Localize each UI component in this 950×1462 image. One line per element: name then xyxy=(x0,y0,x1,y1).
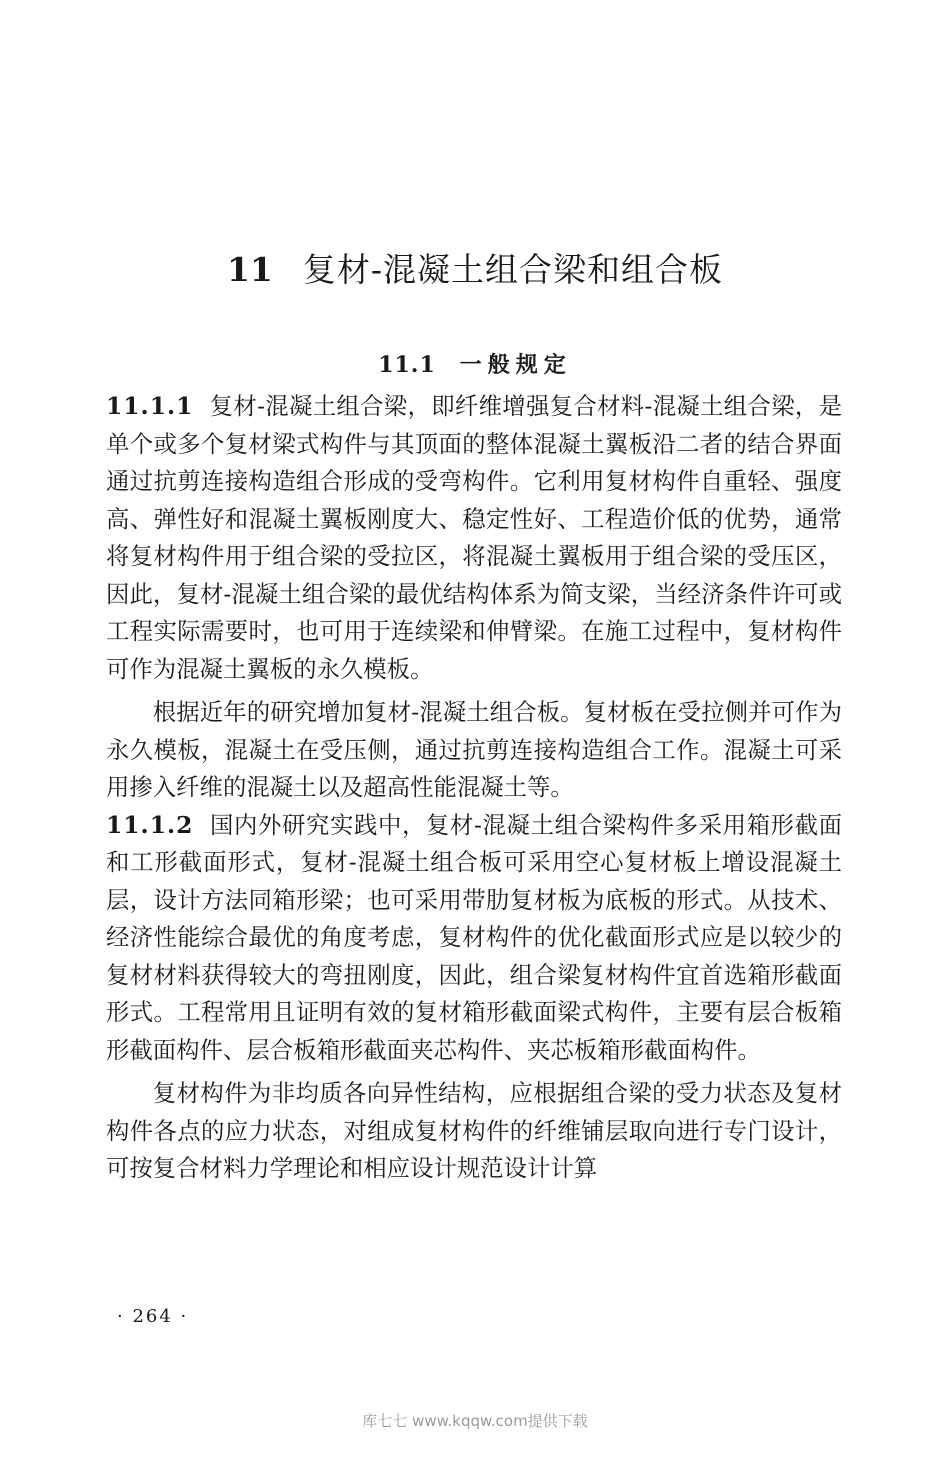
section-title xyxy=(0,348,950,379)
clause-number: 11.1.1 xyxy=(106,392,194,420)
paragraph: 复材构件为非均质各向异性结构，应根据组合梁的受力状态及复材构件各点的应力状态，对组成复材构件的纤维铺层取向进行专门设计，可按复合材料力学理论和相应设计规范设计计算 xyxy=(106,1079,842,1182)
clause-paragraph xyxy=(106,807,842,1070)
section-number: 11.1 xyxy=(378,352,436,379)
clause-number: 11.1.2 xyxy=(106,810,194,839)
chapter-title-text: 复材-混凝土组合梁和组合板 xyxy=(302,250,724,290)
footer-watermark: 库七七 www.kqqw.com提供下载 xyxy=(362,1412,588,1430)
clause-paragraph xyxy=(106,388,842,688)
body-text xyxy=(106,388,842,1188)
clause-text: 国内外研究实践中，复材-混凝土组合梁构件多采用箱形截面和工形截面形式，复材-混凝土组合板可采用空心复材板上增设混凝土层，设计方法同箱形梁；也可采用带肋复材板为底板的形式。从技术、经济性能综合最优的角度考虑，复材构件的优化截面形式应是以较少的复材材料获得较大的弯扭刚度，因此，组合梁复材构件宜首选箱形截面形式。工程常用且证明有效的复材箱形截面梁式构件，主要有层合板箱形截面构件、层合板箱形截面夹芯构件、夹芯板箱形截面构件。 xyxy=(106,810,842,1064)
clause-text: 复材-混凝土组合梁，即纤维增强复合材料-混凝土组合梁，是单个或多个复材梁式构件与其顶面的整体混凝土翼板沿二者的结合界面通过抗剪连接构造组合形成的受弯构件。它利用复材构件自重轻、强度高、弹性好和混凝土翼板刚度大、稳定性好、工程造价低的优势，通常将复材构件用于组合梁的受拉区，将混凝土翼板用于组合梁的受压区，因此，复材-混凝土组合梁的最优结构体系为简支梁，当经济条件许可或工程实际需要时，也可用于连续梁和伸臂梁。在施工过程中，复材构件可作为混凝土翼板的永久模板。 xyxy=(106,392,842,683)
chapter-number: 11 xyxy=(226,250,273,290)
paragraph: 根据近年的研究增加复材-混凝土组合板。复材板在受拉侧并可作为永久模板，混凝土在受压侧，通过抗剪连接构造组合工作。混凝土可采用掺入纤维的混凝土以及超高性能混凝土等。 xyxy=(106,698,842,801)
page-number: · 264 · xyxy=(117,1306,189,1327)
section-title-text: 一般规定 xyxy=(459,352,572,379)
chapter-title xyxy=(0,244,950,291)
